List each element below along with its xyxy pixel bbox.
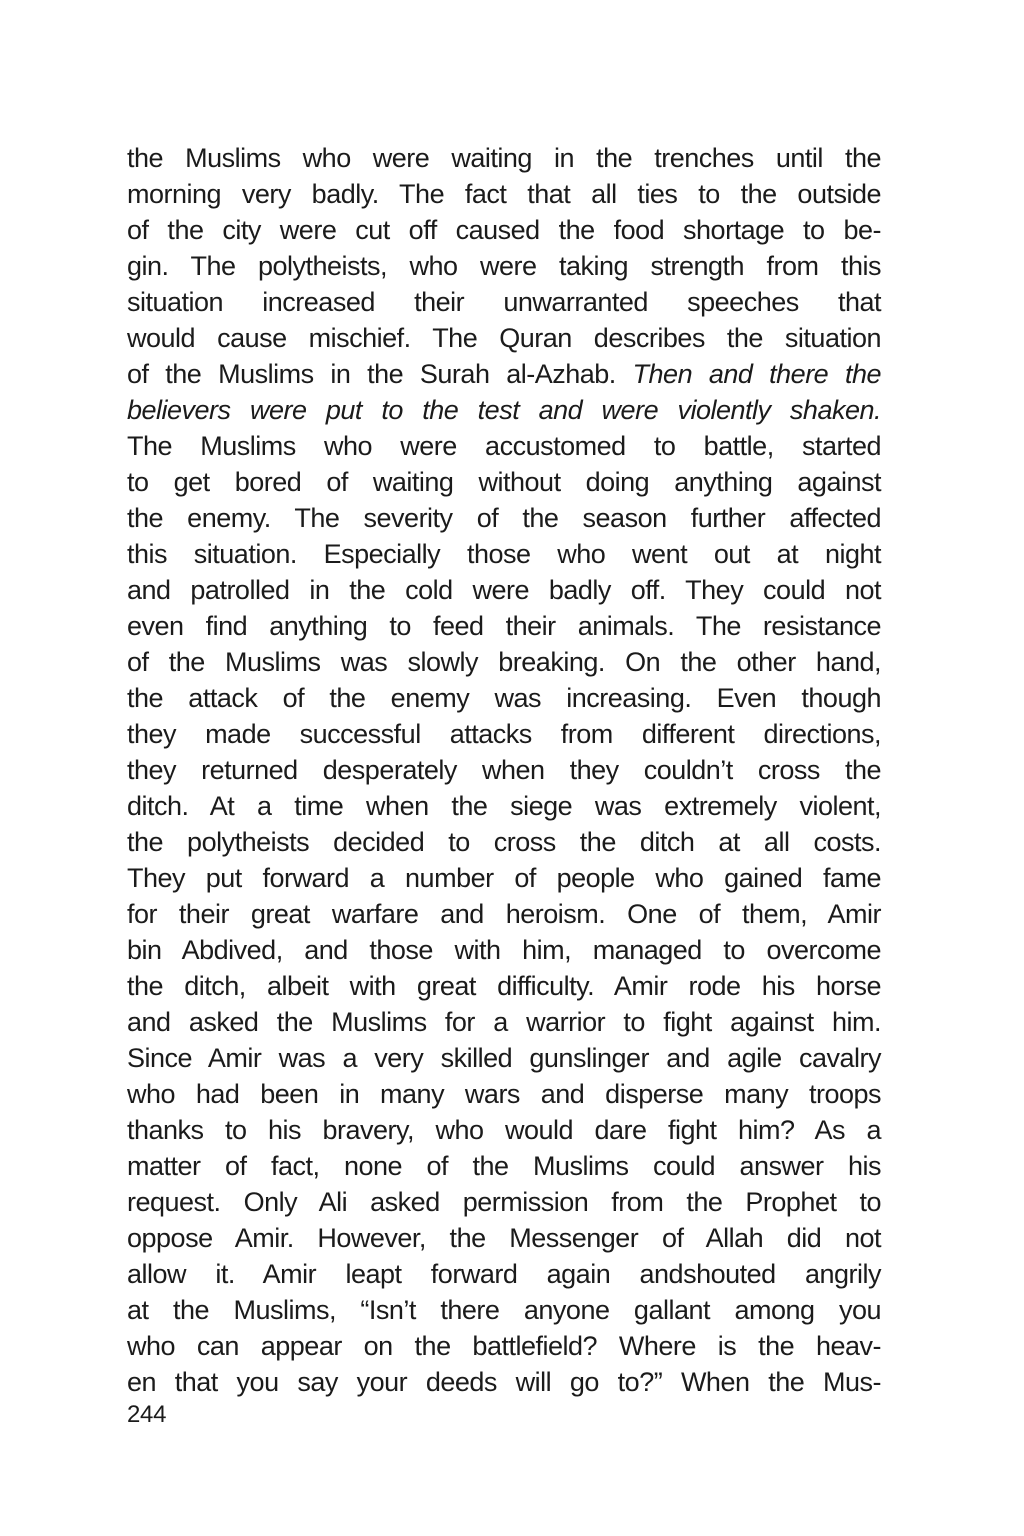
text-line [127, 860, 881, 896]
text-segment: to get bored of waiting without doing anything against [127, 467, 881, 497]
text-segment: they made successful attacks from different directions, [127, 719, 881, 749]
text-segment: situation increased their unwarranted speeches that [127, 287, 881, 317]
text-line [127, 392, 881, 428]
text-line [127, 788, 881, 824]
text-line [127, 428, 881, 464]
text-line [127, 752, 881, 788]
text-line [127, 536, 881, 572]
text-line [127, 932, 881, 968]
quote-italic-segment: Then and there the [632, 359, 881, 389]
text-segment: the ditch, albeit with great difficulty. Amir rode his horse [127, 971, 881, 1001]
text-segment: who can appear on the battlefield? Where is the heav- [127, 1331, 881, 1361]
text-segment: the attack of the enemy was increasing. Even though [127, 683, 881, 713]
text-line [127, 896, 881, 932]
text-segment: they returned desperately when they couldn’t cross the [127, 755, 881, 785]
text-line [127, 1364, 881, 1400]
text-line [127, 1112, 881, 1148]
text-segment: at the Muslims, “Isn’t there anyone gallant among you [127, 1295, 881, 1325]
text-line [127, 608, 881, 644]
text-line [127, 140, 881, 176]
text-segment: for their great warfare and heroism. One of them, Amir [127, 899, 881, 929]
text-line [127, 176, 881, 212]
text-line [127, 644, 881, 680]
text-line [127, 1328, 881, 1364]
text-line [127, 284, 881, 320]
text-segment: morning very badly. The fact that all ties to the outside [127, 179, 881, 209]
text-line [127, 680, 881, 716]
text-line [127, 248, 881, 284]
text-segment: oppose Amir. However, the Messenger of Allah did not [127, 1223, 881, 1253]
text-segment: en that you say your deeds will go to?” When the Mus- [127, 1367, 881, 1397]
text-line [127, 1076, 881, 1112]
text-line [127, 500, 881, 536]
page-number: 244 [127, 1401, 167, 1428]
text-segment: allow it. Amir leapt forward again andshouted angrily [127, 1259, 881, 1289]
text-line [127, 716, 881, 752]
text-line [127, 1040, 881, 1076]
text-segment: The Muslims who were accustomed to battle, started [127, 431, 881, 461]
text-segment: who had been in many wars and disperse many troops [127, 1079, 881, 1109]
text-line [127, 1148, 881, 1184]
page-text [127, 140, 881, 1400]
text-segment: would cause mischief. The Quran describes the situation [127, 323, 881, 353]
text-line [127, 968, 881, 1004]
text-segment: gin. The polytheists, who were taking strength from this [127, 251, 881, 281]
text-line [127, 1184, 881, 1220]
text-segment: of the Muslims in the Surah al-Azhab. [127, 359, 633, 389]
text-segment: the enemy. The severity of the season further affected [127, 503, 881, 533]
text-segment: ditch. At a time when the siege was extremely violent, [127, 791, 881, 821]
text-segment: request. Only Ali asked permission from the Prophet to [127, 1187, 881, 1217]
text-line [127, 1220, 881, 1256]
text-segment: of the city were cut off caused the food shortage to be- [127, 215, 881, 245]
text-segment: Since Amir was a very skilled gunslinger and agile cavalry [127, 1043, 881, 1073]
text-segment: bin Abdived, and those with him, managed to overcome [127, 935, 881, 965]
text-segment: even find anything to feed their animals. The resistance [127, 611, 881, 641]
text-line [127, 824, 881, 860]
text-line [127, 1004, 881, 1040]
text-segment: thanks to his bravery, who would dare fight him? As a [127, 1115, 881, 1145]
text-line [127, 464, 881, 500]
quote-italic-segment: believers were put to the test and were violently shaken. [127, 395, 881, 425]
text-segment: They put forward a number of people who gained fame [127, 863, 881, 893]
text-segment: matter of fact, none of the Muslims could answer his [127, 1151, 881, 1181]
text-line [127, 1256, 881, 1292]
text-line [127, 356, 881, 392]
text-segment: and asked the Muslims for a warrior to fight against him. [127, 1007, 881, 1037]
text-segment: of the Muslims was slowly breaking. On the other hand, [127, 647, 881, 677]
text-line [127, 572, 881, 608]
text-segment: and patrolled in the cold were badly off. They could not [127, 575, 881, 605]
text-line [127, 320, 881, 356]
text-segment: the polytheists decided to cross the ditch at all costs. [127, 827, 881, 857]
text-line [127, 1292, 881, 1328]
text-segment: the Muslims who were waiting in the trenches until the [127, 143, 881, 173]
text-segment: this situation. Especially those who went out at night [127, 539, 881, 569]
text-line [127, 212, 881, 248]
